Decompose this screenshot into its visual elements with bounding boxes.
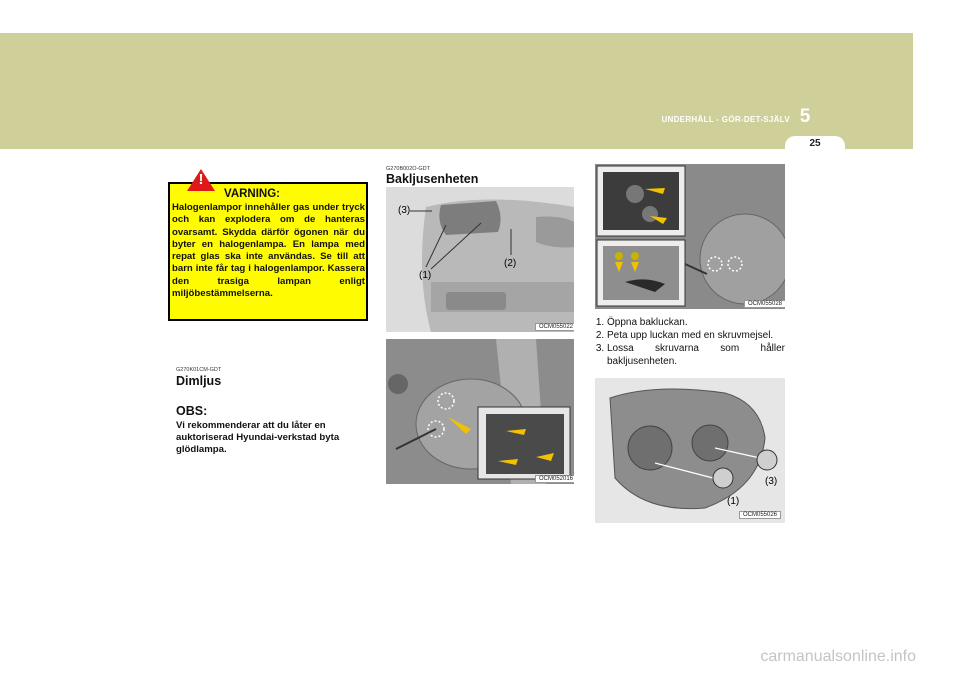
page-number: 25 <box>809 138 821 149</box>
image-lamp-unit <box>595 378 785 523</box>
image-code-4: OCM055026 <box>739 511 781 519</box>
image-lamp-screws <box>595 164 785 309</box>
bakljus-heading: Bakljusenheten <box>386 172 479 186</box>
callout-lamp-1: (1) <box>727 496 740 507</box>
dimljus-heading: Dimljus <box>176 374 222 388</box>
step-1: 1. Öppna bakluckan. <box>607 316 785 329</box>
callout-lamp-3: (3) <box>765 476 778 487</box>
warning-title: VARNING: <box>224 188 281 200</box>
bakljus-code: G270B002O-GDT <box>386 166 431 172</box>
callout-1: (1) <box>419 270 432 281</box>
warning-text: Halogenlampor innehåller gas under tryck och kan explodera om de hanteras ovarsamt. Skydda därför ögonen när du byter en halogenlampa. En lampa med repat glas ska inte användas. Se till att barn inte får tag i halogenlampor. Kassera den trasiga lampan enligt miljöbestämmelserna. <box>172 202 365 300</box>
image-code-3: OCM055028 <box>744 300 785 308</box>
obs-text: Vi rekommenderar att du låter en auktoriserad Hyundai-verkstad byta glödlampa. <box>176 420 340 455</box>
image-code-1: OCM055022 <box>535 323 574 331</box>
image-trunk-cover <box>386 339 574 484</box>
header-band <box>0 33 913 149</box>
step-3: 3. Lossa skruvarna som håller bakljusenheten. <box>607 342 785 368</box>
step-2: 2. Peta upp luckan med en skruvmejsel. <box>607 329 785 342</box>
warning-exclamation: ! <box>198 171 204 188</box>
callout-3: (3) <box>398 205 411 216</box>
image-rear-car <box>386 187 574 332</box>
dimljus-code: G270K01CM-GDT <box>176 367 222 373</box>
callout-2: (2) <box>504 258 517 269</box>
steps-list <box>593 316 785 368</box>
footer-watermark: carmanualsonline.info <box>760 648 916 665</box>
image-code-2: OCM052016 <box>535 475 574 483</box>
chapter-number: 5 <box>799 106 811 127</box>
section-title: UNDERHÅLL - GÖR-DET-SJÄLV <box>661 115 790 124</box>
obs-label: OBS: <box>176 404 208 418</box>
